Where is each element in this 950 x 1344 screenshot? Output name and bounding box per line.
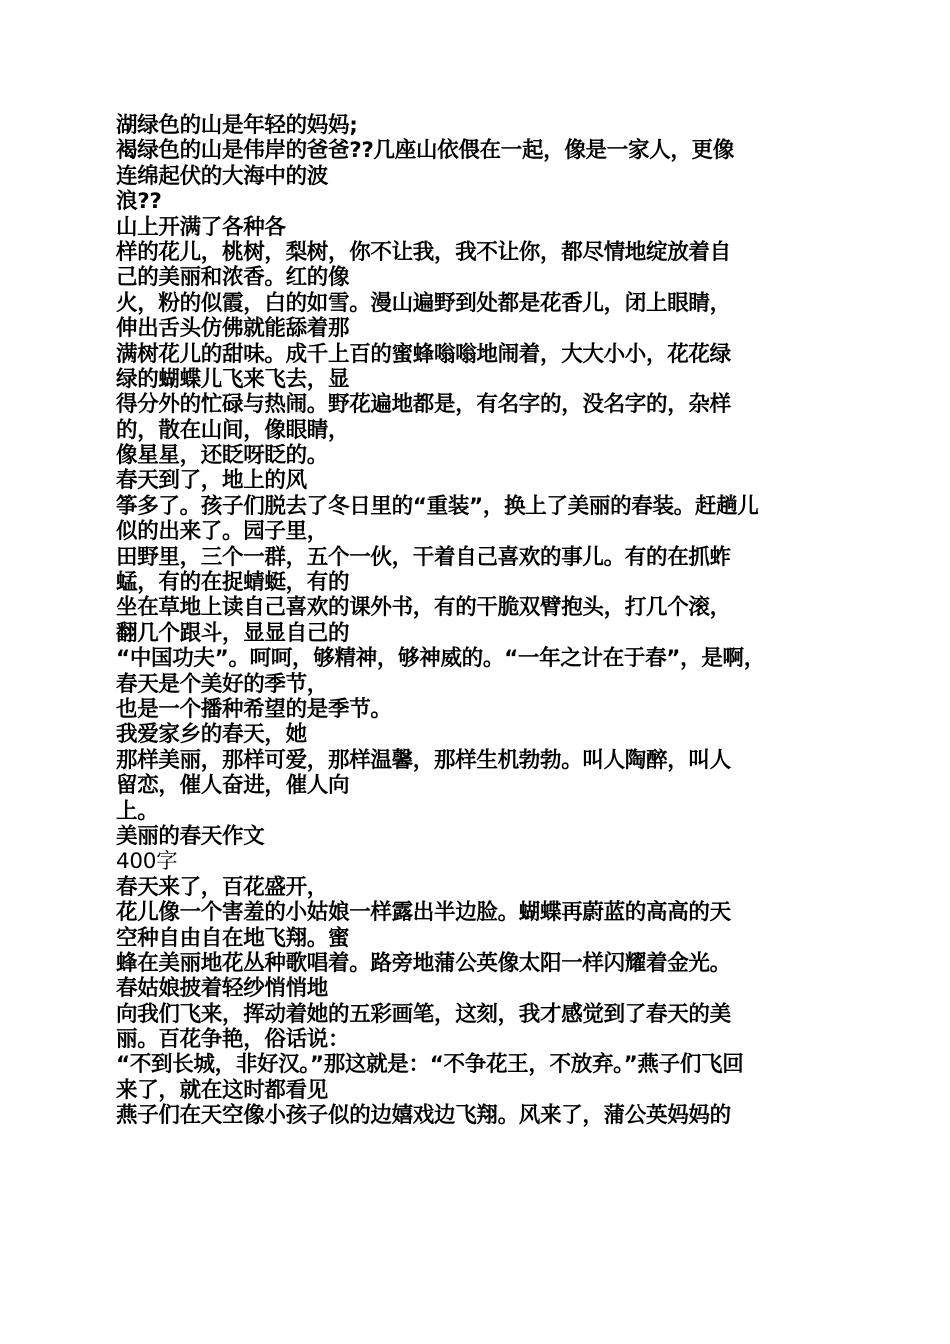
- text-line: 春天来了，百花盛开，: [116, 874, 329, 900]
- text-line: 蜢，有的在捉蜻蜓，有的: [116, 570, 350, 596]
- text-line: 筝多了。孩子们脱去了冬日里的“重装”，换上了美丽的春装。赶趟儿: [116, 493, 759, 519]
- text-line: 火，粉的似霞，白的如雪。漫山遍野到处都是花香儿，闭上眼睛，: [116, 290, 731, 316]
- text-line: 翻几个跟斗，显显自己的: [116, 620, 350, 646]
- text-line: 燕子们在天空像小孩子似的边嬉戏边飞翔。风来了，蒲公英妈妈的: [116, 1103, 731, 1129]
- text-line: 似的出来了。园子里，: [116, 519, 329, 545]
- text-line: 春天是个美好的季节，: [116, 671, 329, 697]
- text-line: 留恋，催人奋进，催人向: [116, 773, 350, 799]
- text-line: 己的美丽和浓香。红的像: [116, 265, 350, 291]
- text-line: 的，散在山间，像眼睛，: [116, 417, 350, 443]
- text-line: 褐绿色的山是伟岸的爸爸??几座山依偎在一起，像是一家人，更像: [116, 138, 734, 164]
- text-line: 得分外的忙碌与热闹。野花遍地都是，有名字的，没名字的，杂样: [116, 392, 731, 418]
- text-line: 那样美丽，那样可爱，那样温馨，那样生机勃勃。叫人陶醉，叫人: [116, 747, 731, 773]
- text-line: 湖绿色的山是年轻的妈妈;: [116, 113, 358, 138]
- text-line: 上。: [116, 798, 159, 824]
- text-line: 向我们飞来，挥动着她的五彩画笔，这刻，我才感觉到了春天的美: [116, 1001, 731, 1027]
- text-line: “中国功夫”。呵呵，够精神，够神威的。“一年之计在于春”，是啊，: [116, 646, 765, 672]
- text-line: 浪??: [116, 189, 162, 215]
- text-line: 像星星，还眨呀眨的。: [116, 443, 329, 469]
- text-line: 样的花儿，桃树，梨树，你不让我，我不让你，都尽情地绽放着自: [116, 239, 731, 265]
- text-line: 连绵起伏的大海中的波: [116, 163, 329, 189]
- text-line: 满树花儿的甜味。成千上百的蜜蜂嗡嗡地闹着，大大小小，花花绿: [116, 341, 731, 367]
- text-line: 田野里，三个一群，五个一伙，干着自己喜欢的事儿。有的在抓蚱: [116, 544, 731, 570]
- text-line: 花儿像一个害羞的小姑娘一样露出半边脸。蝴蝶再蔚蓝的高高的天: [116, 900, 731, 926]
- text-line: “不到长城，非好汉。”那这就是：“不争花王，不放弃。”燕子们飞回: [116, 1052, 744, 1078]
- text-line: 蜂在美丽地花丛种歌唱着。路旁地蒲公英像太阳一样闪耀着金光。: [116, 950, 731, 976]
- text-line: 春姑娘披着轻纱悄悄地: [116, 976, 329, 1002]
- text-line: 绿的蝴蝶儿飞来飞去，显: [116, 366, 350, 392]
- text-line: 我爱家乡的春天，她: [116, 722, 307, 748]
- text-line: 丽。百花争艳，俗话说：: [116, 1027, 350, 1053]
- section-word-count: 400字: [116, 849, 178, 875]
- text-line: 伸出舌头仿佛就能舔着那: [116, 316, 350, 342]
- text-line: 坐在草地上读自己喜欢的课外书，有的干脆双臂抱头，打几个滚，: [116, 595, 731, 621]
- text-line: 也是一个播种希望的是季节。: [116, 696, 392, 722]
- text-line: 春天到了，地上的风: [116, 468, 307, 494]
- document-body: [116, 113, 836, 1129]
- text-line: 空种自由自在地飞翔。蜜: [116, 925, 350, 951]
- text-line: 山上开满了各种各: [116, 214, 286, 240]
- section-title: 美丽的春天作文: [116, 823, 265, 849]
- text-line: 来了，就在这时都看见: [116, 1077, 329, 1103]
